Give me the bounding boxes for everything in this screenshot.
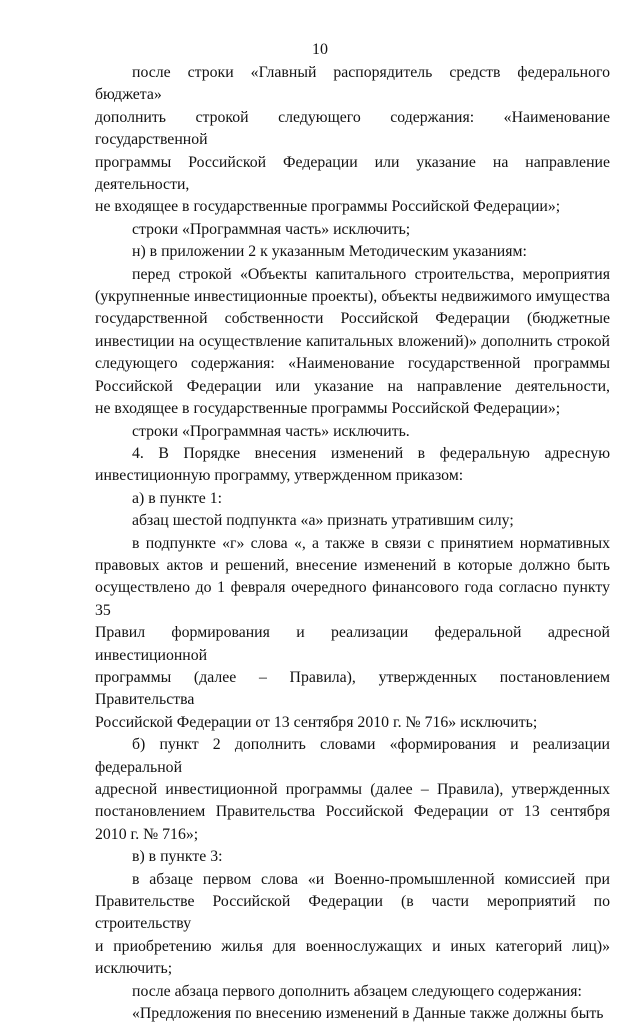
text-line: осуществлено до 1 февраля очередного финансового года согласно пункту 35 [95, 579, 610, 619]
text-line: Правил формирования и реализации федеральной адресной инвестиционной [95, 624, 610, 664]
text-line: в) в пункте 3: [132, 848, 223, 866]
paragraph [95, 981, 610, 1003]
paragraph [95, 734, 610, 846]
paragraph [95, 62, 610, 219]
text-line: дополнить строкой следующего содержания: «Наименование государственной [95, 108, 610, 149]
paragraph [95, 241, 610, 263]
text-line: «Предложения по внесению изменений в Данные также должны быть [132, 1005, 604, 1023]
text-line: не входящее в государственные программы Российской Федерации»; [95, 198, 561, 216]
text-line: исключить; [95, 960, 173, 978]
paragraph [95, 1003, 610, 1025]
text-line: адресной инвестиционной программы (далее – Правила), утвержденных [95, 781, 610, 798]
text-line: б) пункт 2 дополнить словами «формирования и реализации федеральной [95, 736, 610, 776]
document-body [95, 62, 610, 1025]
paragraph [95, 510, 610, 532]
paragraph [95, 264, 610, 421]
text-line: не входящее в государственные программы Российской Федерации»; [95, 400, 561, 418]
text-line: н) в приложении 2 к указанным Методическим указаниям: [132, 243, 527, 261]
text-line: после абзаца первого дополнить абзацем следующего содержания: [132, 982, 582, 1000]
page-number: 10 [312, 41, 328, 58]
paragraph [95, 846, 610, 868]
text-line: абзац шестой подпункта «а» признать утратившим силу; [132, 512, 514, 530]
paragraph [95, 443, 610, 488]
text-line: в подпункте «г» слова «, а также в связи с принятием нормативных [132, 534, 610, 552]
text-line: программы (далее – Правила), утвержденных постановлением Правительства [95, 668, 610, 709]
text-line: после строки «Главный распорядитель средств федерального бюджета» [95, 64, 610, 104]
text-line: Российской Федерации или указание на направление деятельности, [95, 377, 610, 395]
text-line: Правительстве Российской Федерации (в части мероприятий по строительству [95, 893, 610, 933]
text-line: правовых актов и решений, внесение изменений в которые должно быть [95, 556, 610, 574]
text-line: строки «Программная часть» исключить. [132, 422, 410, 440]
text-line: Российской Федерации от 13 сентября 2010 г. № 716» исключить; [95, 713, 538, 731]
text-line: программы Российской Федерации или указание на направление деятельности, [95, 153, 610, 194]
text-line: следующего содержания: «Наименование государственной программы [95, 355, 610, 373]
paragraph [95, 488, 610, 510]
text-line: строки «Программная часть» исключить; [132, 220, 411, 238]
text-line: (укрупненные инвестиционные проекты), объекты недвижимого имущества [95, 288, 610, 306]
text-line: в абзаце первом слова «и Военно-промышленной комиссией при [132, 870, 610, 888]
text-line: инвестиционную программу, утвержденном приказом: [95, 467, 464, 485]
text-line: перед строкой «Объекты капитального строительства, мероприятия [132, 265, 610, 283]
paragraph [95, 219, 610, 241]
text-line: постановлением Правительства Российской Федерации от 13 сентября [95, 803, 610, 821]
text-line: 4. В Порядке внесения изменений в федеральную адресную [132, 444, 610, 462]
text-line: государственной собственности Российской Федерации (бюджетные [95, 310, 610, 328]
text-line: 2010 г. № 716»; [95, 825, 199, 843]
text-line: и приобретению жилья для военнослужащих и иных категорий лиц)» [95, 937, 610, 955]
paragraph [95, 533, 610, 735]
paragraph [95, 869, 610, 981]
paragraph [95, 421, 610, 443]
text-line: а) в пункте 1: [132, 489, 223, 507]
text-line: инвестиции на осуществление капитальных вложений)» дополнить строкой [95, 332, 610, 350]
